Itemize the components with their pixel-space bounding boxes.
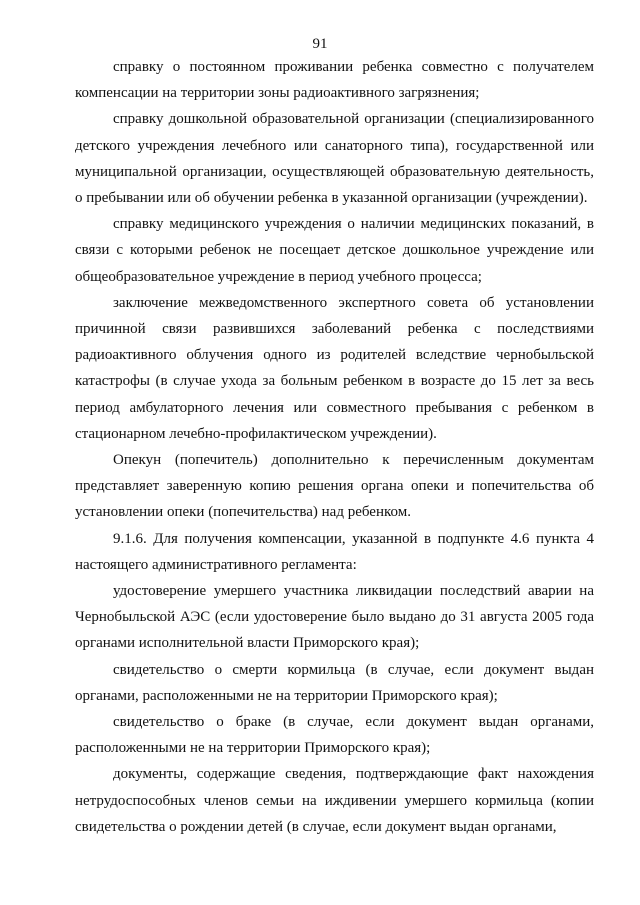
paragraph-death-certificate: свидетельство о смерти кормильца (в случае, если документ выдан органами, расположенными не на территории Приморского края); <box>75 661 594 704</box>
paragraph-medical-certificate: справку медицинского учреждения о наличии медицинских показаний, в связи с которыми ребенок не посещает детское дошкольное учреждение или общеобразовательное учреждение в период учебного процесса; <box>75 216 594 285</box>
page-number: 91 <box>312 36 328 52</box>
paragraph-expert-council-conclusion: заключение межведомственного экспертного совета об установлении причинной связи развившихся заболеваний ребенка с последствиями радиоактивного облучения одного из родителей вследствие чернобыльской катастрофы (в случае ухода за больным ребенком в возрасте до 15 лет за весь период амбулаторного лечения или совместного пребывания с ребенком в стационарном лечебно-профилактическом учреждении). <box>75 294 594 442</box>
paragraph-preschool-certificate: справку дошкольной образовательной организации (специализированного детского учреждения лечебного или санаторного типа), государственной или муниципальной организации, осуществляющей образовательную деятельность, о пребывании или об обучении ребенка в указанной организации (учреждении). <box>75 111 594 207</box>
paragraph-dependency-documents: документы, содержащие сведения, подтверждающие факт нахождения нетрудоспособных членов семьи на иждивении умершего кормильца (копии свидетельства о рождении детей (в случае, если документ выдан органами, <box>75 766 594 835</box>
paragraph-marriage-certificate: свидетельство о браке (в случае, если документ выдан органами, расположенными не на территории Приморского края); <box>75 714 594 757</box>
document-body <box>75 54 594 840</box>
paragraph-guardian-documents: Опекун (попечитель) дополнительно к перечисленным документам представляет заверенную копию решения органа опеки и попечительства об установлении опеки (попечительства) над ребенком. <box>75 452 594 521</box>
paragraph-section-9-1-6: 9.1.6. Для получения компенсации, указанной в подпункте 4.6 пункта 4 настоящего административного регламента: <box>75 530 594 573</box>
paragraph-residence-certificate: справку о постоянном проживании ребенка совместно с получателем компенсации на территории зоны радиоактивного загрязнения; <box>75 59 594 102</box>
paragraph-liquidator-certificate: удостоверение умершего участника ликвидации последствий аварии на Чернобыльской АЭС (если удостоверение было выдано до 31 августа 2005 года органами исполнительной власти Приморского края); <box>75 583 594 652</box>
